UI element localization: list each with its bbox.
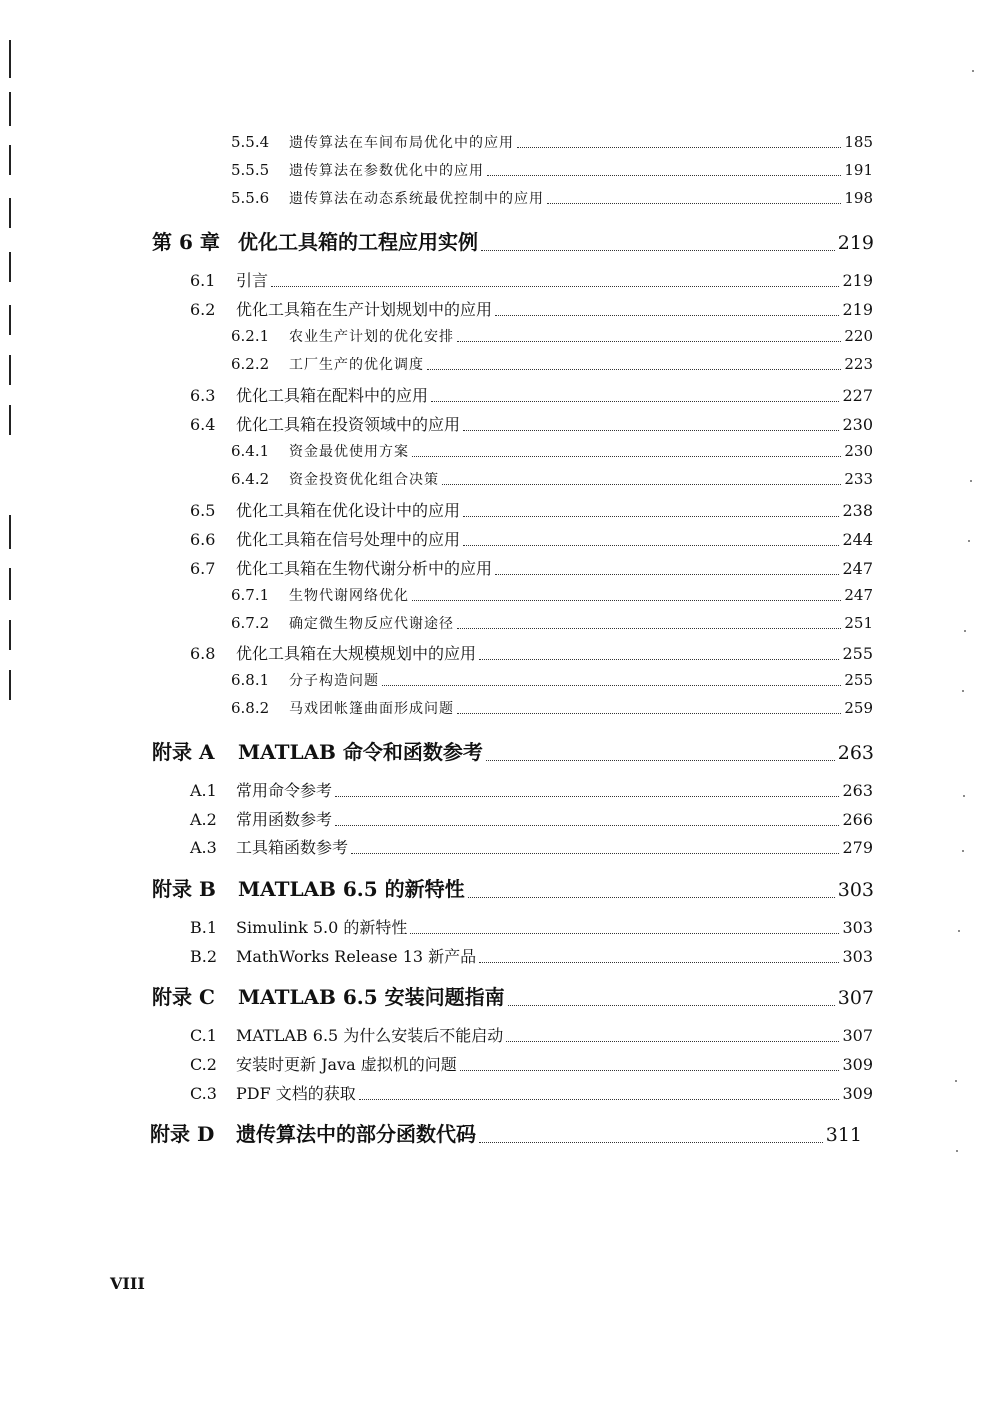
toc-entry-number: C.1	[190, 1026, 217, 1045]
toc-entry-title: PDF 文档的获取	[236, 1084, 356, 1103]
toc-entry-title: 遗传算法在参数优化中的应用	[289, 163, 484, 179]
toc-entry-5-5-5[interactable]	[231, 160, 873, 180]
scan-binding-mark	[9, 405, 11, 435]
scan-binding-mark	[9, 515, 11, 549]
toc-entry-page: 259	[844, 699, 873, 717]
toc-entry-title: 引言	[236, 271, 269, 290]
toc-entry-page: 198	[844, 189, 873, 207]
toc-entry-number: 5.5.6	[231, 189, 270, 207]
scan-speck	[968, 540, 970, 542]
toc-entry-c-1[interactable]	[190, 1023, 873, 1046]
toc-entry-6-4-2[interactable]	[231, 469, 873, 489]
toc-entry-page: 219	[842, 300, 873, 319]
toc-entry-page: 309	[842, 1084, 873, 1103]
toc-entry-6-8[interactable]	[190, 641, 873, 664]
scan-speck	[964, 630, 966, 632]
toc-entry-number: C.2	[190, 1055, 217, 1074]
scan-binding-mark	[9, 355, 11, 385]
toc-entry-number: 5.5.5	[231, 161, 270, 179]
toc-entry-6-2-1[interactable]	[231, 326, 873, 346]
toc-entry-number: 6.2.2	[231, 355, 270, 373]
toc-entry-page: 266	[842, 810, 873, 829]
toc-chapter-page: 307	[837, 987, 874, 1009]
toc-entry-6-5[interactable]	[190, 498, 873, 521]
scan-binding-mark	[9, 92, 11, 126]
leader-dots	[517, 146, 841, 148]
toc-chapter-number: 附录 D	[150, 1122, 215, 1146]
toc-entry-number: 6.3	[190, 386, 216, 405]
scan-binding-mark	[9, 670, 11, 700]
scan-speck	[958, 930, 960, 932]
toc-entry-c-3[interactable]	[190, 1081, 873, 1104]
toc-entry-page: 191	[844, 161, 873, 179]
toc-entry-title: 生物代谢网络优化	[289, 588, 409, 604]
toc-entry-a-2[interactable]	[190, 807, 873, 830]
toc-chapter-number: 附录 A	[152, 740, 215, 764]
leader-dots	[481, 249, 835, 251]
leader-dots	[479, 1141, 823, 1143]
toc-entry-number: A.2	[190, 810, 217, 829]
toc-entry-title: 安装时更新 Java 虚拟机的问题	[236, 1055, 457, 1074]
leader-dots	[460, 1069, 840, 1071]
leader-dots	[410, 932, 839, 934]
toc-chapter-title: MATLAB 6.5 的新特性	[238, 877, 465, 901]
toc-entry-page: 247	[842, 559, 873, 578]
toc-entry-page: 223	[844, 355, 873, 373]
leader-dots	[463, 515, 839, 517]
leader-dots	[468, 896, 835, 898]
toc-chapter-number: 附录 C	[152, 985, 215, 1009]
toc-entry-title: 常用函数参考	[236, 810, 333, 829]
toc-entry-6-2-2[interactable]	[231, 354, 873, 374]
toc-entry-number: 6.8	[190, 644, 216, 663]
toc-entry-number: 6.7.1	[231, 586, 270, 604]
toc-chapter-number: 第 6 章	[152, 230, 220, 254]
scan-speck	[956, 1150, 958, 1152]
toc-appendix-a[interactable]	[152, 736, 874, 765]
toc-chapter-page: 303	[837, 879, 874, 901]
toc-entry-6-6[interactable]	[190, 527, 873, 550]
toc-entry-title: 马戏团帐篷曲面形成问题	[289, 701, 454, 717]
leader-dots	[335, 824, 839, 826]
leader-dots	[412, 455, 841, 457]
leader-dots	[479, 961, 839, 963]
toc-entry-number: 6.6	[190, 530, 216, 549]
scan-binding-mark	[9, 252, 11, 282]
toc-entry-b-1[interactable]	[190, 915, 873, 938]
toc-appendix-b[interactable]	[152, 873, 874, 902]
toc-entry-5-5-6[interactable]	[231, 188, 873, 208]
toc-entry-6-8-1[interactable]	[231, 670, 873, 690]
toc-entry-title: 工具箱函数参考	[236, 838, 349, 857]
leader-dots	[495, 573, 839, 575]
leader-dots	[359, 1098, 840, 1100]
toc-chapter-title: MATLAB 6.5 安装问题指南	[238, 985, 505, 1009]
leader-dots	[463, 544, 839, 546]
scan-binding-mark	[9, 145, 11, 175]
toc-entry-6-1[interactable]	[190, 268, 873, 291]
toc-entry-page: 220	[844, 327, 873, 345]
leader-dots	[479, 658, 839, 660]
toc-chapter-page: 263	[837, 742, 874, 764]
toc-entry-page: 230	[844, 442, 873, 460]
toc-entry-title: 优化工具箱在大规模规划中的应用	[236, 644, 477, 663]
toc-entry-title: 常用命令参考	[236, 781, 333, 800]
toc-entry-5-5-4[interactable]	[231, 132, 873, 152]
toc-entry-title: 分子构造问题	[289, 673, 379, 689]
toc-appendix-d[interactable]	[150, 1118, 862, 1147]
toc-entry-title: MathWorks Release 13 新产品	[236, 947, 477, 966]
toc-chapter-6[interactable]	[152, 226, 874, 255]
scan-speck	[955, 1080, 957, 1082]
toc-entry-number: 6.8.1	[231, 671, 270, 689]
leader-dots	[271, 285, 839, 287]
toc-entry-6-7[interactable]	[190, 556, 873, 579]
toc-entry-title: 优化工具箱在配料中的应用	[236, 386, 429, 405]
toc-entry-page: 227	[842, 386, 873, 405]
scan-speck	[963, 795, 965, 797]
leader-dots	[463, 429, 839, 431]
leader-dots	[427, 368, 841, 370]
toc-entry-title: 遗传算法在动态系统最优控制中的应用	[289, 191, 544, 207]
scan-binding-mark	[9, 305, 11, 335]
toc-entry-number: A.3	[190, 838, 217, 857]
toc-chapter-page: 219	[837, 232, 874, 254]
scan-speck	[970, 480, 972, 482]
toc-entry-title: Simulink 5.0 的新特性	[236, 918, 408, 937]
toc-entry-title: 遗传算法在车间布局优化中的应用	[289, 135, 514, 151]
toc-entry-title: 优化工具箱在优化设计中的应用	[236, 501, 461, 520]
toc-entry-6-4-1[interactable]	[231, 441, 873, 461]
toc-entry-a-3[interactable]	[190, 835, 873, 858]
scan-binding-mark	[9, 40, 11, 78]
toc-entry-number: A.1	[190, 781, 217, 800]
toc-entry-number: 5.5.4	[231, 133, 270, 151]
toc-entry-6-4[interactable]	[190, 412, 873, 435]
toc-entry-title: 优化工具箱在生物代谢分析中的应用	[236, 559, 493, 578]
toc-entry-number: B.1	[190, 918, 218, 937]
toc-entry-title: 确定微生物反应代谢途径	[289, 616, 454, 632]
toc-entry-page: 309	[842, 1055, 873, 1074]
toc-entry-number: 6.4.1	[231, 442, 270, 460]
leader-dots	[382, 684, 841, 686]
toc-entry-page: 303	[842, 947, 873, 966]
toc-entry-number: 6.2.1	[231, 327, 270, 345]
leader-dots	[457, 340, 841, 342]
toc-entry-c-2[interactable]	[190, 1052, 873, 1075]
scan-binding-mark	[9, 198, 11, 228]
leader-dots	[508, 1004, 835, 1006]
toc-entry-page: 185	[844, 133, 873, 151]
toc-entry-title: 农业生产计划的优化安排	[289, 329, 454, 345]
toc-entry-number: 6.4	[190, 415, 216, 434]
toc-entry-page: 307	[842, 1026, 873, 1045]
toc-entry-page: 219	[842, 271, 873, 290]
toc-entry-page: 263	[842, 781, 873, 800]
toc-entry-title: 优化工具箱在信号处理中的应用	[236, 530, 461, 549]
leader-dots	[495, 314, 839, 316]
toc-entry-title: 优化工具箱在投资领域中的应用	[236, 415, 461, 434]
toc-entry-title: 资金最优使用方案	[289, 444, 409, 460]
scan-speck	[962, 850, 964, 852]
toc-entry-title: 优化工具箱在生产计划规划中的应用	[236, 300, 493, 319]
leader-dots	[457, 712, 841, 714]
toc-entry-number: 6.2	[190, 300, 216, 319]
toc-entry-page: 238	[842, 501, 873, 520]
toc-entry-number: 6.5	[190, 501, 216, 520]
toc-entry-page: 279	[842, 838, 873, 857]
toc-entry-number: 6.8.2	[231, 699, 270, 717]
leader-dots	[442, 483, 841, 485]
toc-entry-6-2[interactable]	[190, 297, 873, 320]
page-number: VIII	[110, 1274, 145, 1293]
leader-dots	[412, 599, 841, 601]
toc-chapter-title: 优化工具箱的工程应用实例	[238, 230, 478, 254]
toc-chapter-page: 311	[825, 1124, 862, 1146]
toc-entry-page: 303	[842, 918, 873, 937]
scan-binding-mark	[9, 620, 11, 650]
leader-dots	[487, 174, 841, 176]
toc-entry-page: 244	[842, 530, 873, 549]
toc-entry-6-3[interactable]	[190, 383, 873, 406]
leader-dots	[431, 400, 839, 402]
leader-dots	[335, 795, 839, 797]
toc-chapter-number: 附录 B	[152, 877, 216, 901]
toc-entry-title: 资金投资优化组合决策	[289, 472, 439, 488]
toc-entry-6-8-2[interactable]	[231, 698, 873, 718]
leader-dots	[351, 852, 839, 854]
toc-entry-number: B.2	[190, 947, 218, 966]
scan-speck	[962, 690, 964, 692]
toc-entry-page: 247	[844, 586, 873, 604]
toc-entry-6-7-1[interactable]	[231, 585, 873, 605]
toc-entry-number: C.3	[190, 1084, 217, 1103]
toc-chapter-title: 遗传算法中的部分函数代码	[236, 1122, 476, 1146]
toc-entry-a-1[interactable]	[190, 778, 873, 801]
scan-speck	[972, 70, 974, 72]
toc-entry-number: 6.7	[190, 559, 216, 578]
toc-appendix-c[interactable]	[152, 981, 874, 1010]
toc-entry-page: 230	[842, 415, 873, 434]
toc-entry-b-2[interactable]	[190, 944, 873, 967]
toc-entry-page: 251	[844, 614, 873, 632]
toc-entry-title: MATLAB 6.5 为什么安装后不能启动	[236, 1026, 504, 1045]
toc-entry-page: 255	[844, 671, 873, 689]
leader-dots	[547, 202, 841, 204]
toc-entry-number: 6.4.2	[231, 470, 270, 488]
toc-entry-6-7-2[interactable]	[231, 613, 873, 633]
toc-chapter-title: MATLAB 命令和函数参考	[238, 740, 483, 764]
leader-dots	[506, 1040, 839, 1042]
leader-dots	[486, 759, 835, 761]
toc-entry-page: 233	[844, 470, 873, 488]
toc-entry-page: 255	[842, 644, 873, 663]
toc-entry-number: 6.1	[190, 271, 216, 290]
leader-dots	[457, 627, 841, 629]
scan-binding-mark	[9, 568, 11, 600]
toc-entry-title: 工厂生产的优化调度	[289, 357, 424, 373]
toc-entry-number: 6.7.2	[231, 614, 270, 632]
